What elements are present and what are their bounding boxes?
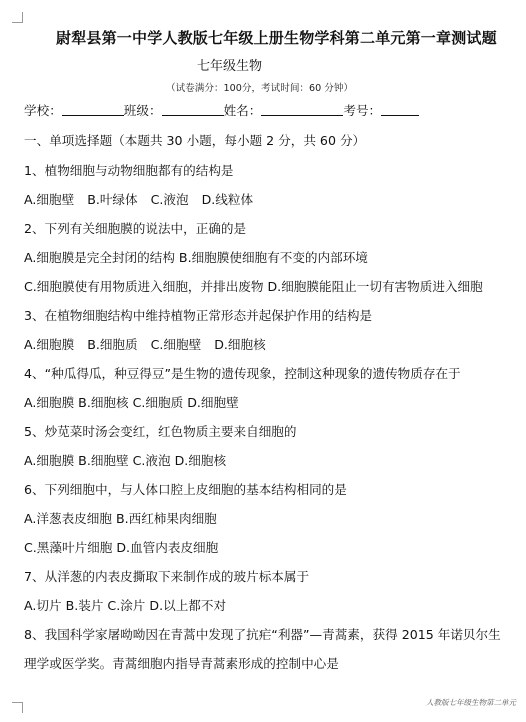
section-heading: 一、单项选择题（本题共 30 小题，每小题 2 分，共 60 分） <box>24 133 366 148</box>
school-label: 学校： <box>24 103 62 118</box>
exam-number-label: 考号： <box>343 103 382 118</box>
class-label: 班级： <box>123 103 162 118</box>
option-b: B.叶绿体 <box>87 192 138 207</box>
question-option-line: A.洋葱表皮细胞 B.西红柿果肉细胞 <box>24 511 217 526</box>
page-corner-mark <box>12 12 23 23</box>
question-stem: 6、下列细胞中，与人体口腔上皮细胞的基本结构相同的是 <box>24 482 347 497</box>
question-option-line: A.细胞膜是完全封闭的结构 B.细胞膜使细胞有不变的内部环境 <box>24 250 368 265</box>
school-blank[interactable] <box>62 103 124 116</box>
student-info-row <box>24 103 419 119</box>
question-stem: 5、炒苋菜时汤会变红，红色物质主要来自细胞的 <box>24 424 297 439</box>
option-a: A.细胞膜 <box>24 337 75 352</box>
question-option-line: A.细胞膜 B.细胞核 C.细胞质 D.细胞壁 <box>24 395 239 410</box>
question-stem: 3、在植物细胞结构中维持植物正常形态并起保护作用的结构是 <box>24 308 373 323</box>
question-stem-continued: 理学或医学奖。青蒿细胞内指导青蒿素形成的控制中心是 <box>24 656 339 671</box>
question-option-line: A.切片 B.装片 C.涂片 D.以上都不对 <box>24 598 227 613</box>
question-stem: 1、植物细胞与动物细胞都有的结构是 <box>24 163 234 178</box>
class-blank[interactable] <box>162 103 224 116</box>
option-c: C.细胞壁 <box>150 337 202 352</box>
question-options <box>24 192 266 208</box>
option-a: A.细胞壁 <box>24 192 75 207</box>
name-label: 姓名： <box>223 103 262 118</box>
exam-note: （试卷满分：100分，考试时间：60 分钟） <box>166 83 354 94</box>
option-d: D.细胞核 <box>214 337 266 352</box>
page-title: 尉犁县第一中学人教版七年级上册生物学科第二单元第一章测试题 <box>56 29 497 47</box>
option-b: B.细胞质 <box>87 337 138 352</box>
question-stem: 7、从洋葱的内表皮撕取下来制作成的玻片标本属于 <box>24 569 310 584</box>
question-stem: 4、“种瓜得瓜，种豆得豆”是生物的遗传现象，控制这种现象的遗传物质存在于 <box>24 366 461 381</box>
question-stem: 2、下列有关细胞膜的说法中，正确的是 <box>24 221 247 236</box>
name-blank[interactable] <box>261 103 343 116</box>
page-footer: 人教版七年级生物第二单元 <box>426 698 516 707</box>
question-option-line: C.细胞膜使有用物质进入细胞，并排出废物 D.细胞膜能阻止一切有害物质进入细胞 <box>24 279 483 294</box>
page-subtitle: 七年级生物 <box>197 59 263 74</box>
question-options <box>24 337 279 353</box>
question-option-line: C.黑藻叶片细胞 D.血管内表皮细胞 <box>24 540 219 555</box>
exam-number-blank[interactable] <box>381 103 419 116</box>
option-c: C.液泡 <box>150 192 189 207</box>
question-option-line: A.细胞膜 B.细胞壁 C.液泡 D.细胞核 <box>24 453 227 468</box>
question-stem: 8、我国科学家屠呦呦因在青蒿中发现了抗疟“利器”—青蒿素，获得 2015 年诺贝尔生 <box>24 627 501 642</box>
page-corner-mark <box>12 702 23 713</box>
option-d: D.线粒体 <box>201 192 254 207</box>
